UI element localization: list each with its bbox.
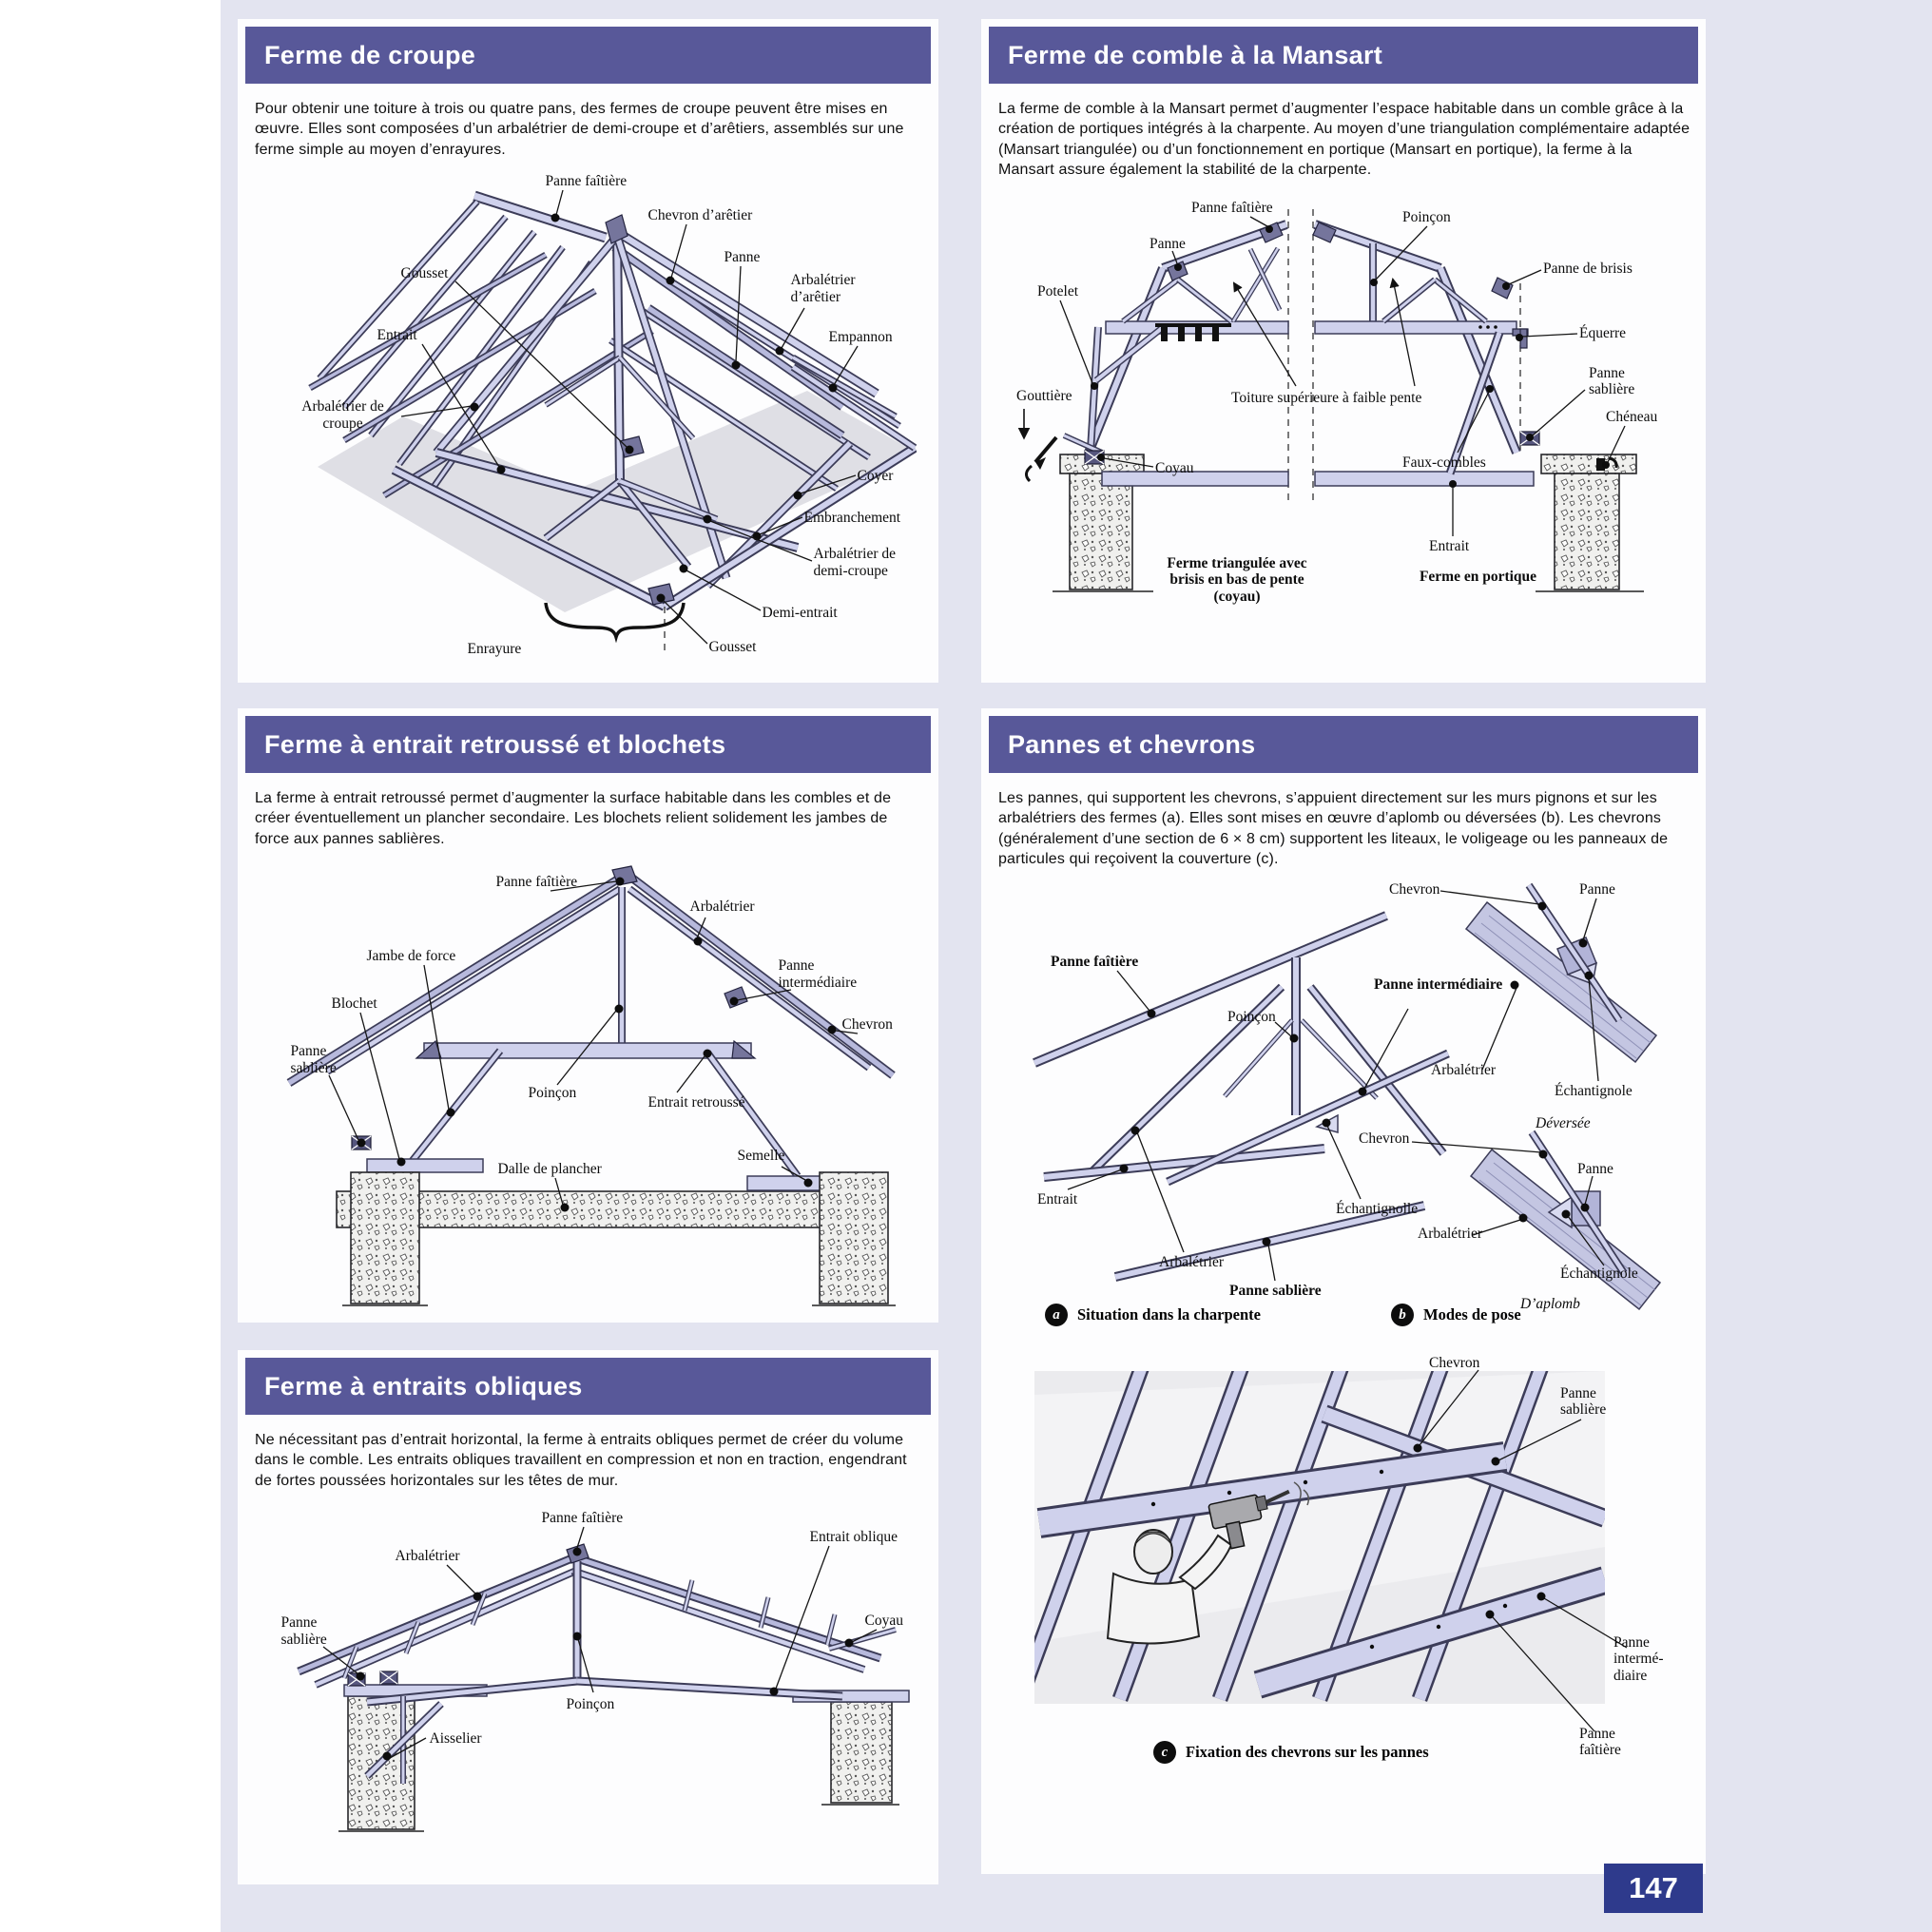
diagram-label: Dalle de plancher (497, 1161, 602, 1178)
diagram-label: Panne faîtière (541, 1510, 624, 1527)
fixation-illustration (1011, 1354, 1676, 1781)
diagram-label: Entrait oblique (809, 1529, 898, 1546)
panel-intro: La ferme à entrait retroussé permet d’augmenter la surface habitable dans les combles et de créer éventuellement un plancher secondaire. Les blochets relient solidement les jambes de force aux pannes sablières. (255, 790, 892, 847)
caption-badge-a: a (1045, 1304, 1068, 1326)
panel-entrait-retrousse (238, 708, 938, 1323)
panel-title: Ferme à entraits obliques (245, 1358, 931, 1415)
diagram-label: Faux-combles (1402, 454, 1486, 471)
daplomb-closeup (1471, 1132, 1660, 1309)
pannes-schema-diagram (1011, 878, 1676, 1332)
mansart-diagram (1011, 188, 1676, 616)
diagram-label: Poinçon (528, 1085, 577, 1102)
beam-group (1064, 224, 1534, 486)
diagram-label: Arbalétrier d’arêtier (790, 272, 856, 305)
panne-de-brisis-section (1492, 278, 1513, 299)
page-background (221, 0, 1932, 1932)
caption-badge-b: b (1391, 1304, 1414, 1326)
pannes-photo-diagram (1011, 1354, 1676, 1781)
diagram-label: Entrait (1429, 537, 1470, 554)
diagram-label: Déversée (1536, 1114, 1591, 1131)
diagram-label: Chevron (841, 1016, 893, 1034)
diagram-label: Panne sablière (1589, 364, 1635, 398)
diagram-label: Coyau (1155, 459, 1194, 476)
page-number: 147 (1604, 1864, 1703, 1913)
deversee-closeup (1466, 885, 1656, 1062)
diagram-label: Potelet (1037, 282, 1079, 299)
diagram-label: Arbalétrier (1431, 1061, 1496, 1078)
diagram-label: Panne (1579, 880, 1615, 898)
diagram-label: Arbalétrier (689, 898, 755, 916)
diagram-label: Empannon (828, 329, 893, 346)
diagram-label: Coyau (864, 1613, 903, 1630)
panel-intro: La ferme de comble à la Mansart permet d’augmenter l’espace habitable dans un comble grâce à la création de portiques intégrés à la charpente. Au moyen d’une triangulation complémentaire adaptée (Mansart triangulée) ou d’un fonctionnement en portique (Mansart en portique), la ferme à la Mansart assure également la stabilité de la charpente. (998, 101, 1690, 179)
diagram-label: Échantignole (1560, 1265, 1638, 1282)
caption-badge-c: c (1153, 1741, 1176, 1764)
obliques-diagram (261, 1498, 917, 1852)
diagram-label: Jambe de force (366, 948, 456, 965)
diagram-label: Arbalétrier de demi-croupe (813, 546, 896, 579)
panel-intro: Ne nécessitant pas d’entrait horizontal, la ferme à entraits obliques permet de créer du volume dans le comble. Les entraits obliques travaillent en compression et non en traction, engendrant de fortes poussées horizontales sur les têtes de mur. (255, 1432, 907, 1489)
panel-intro: Les pannes, qui supportent les chevrons, s’appuient directement sur les murs pignons et sur les arbalétriers des fermes (a). Elles sont mises en œuvre d’aplomb ou déversées (b). Les chevrons (généralement d’une section de 6 × 8 cm) supportent les liteaux, le voligeage ou les panneaux de particules qui reçoivent la couverture (c). (998, 790, 1669, 868)
diagram-label: Panne sablière (1229, 1282, 1322, 1299)
diagram-label: Arbalétrier (395, 1548, 460, 1565)
diagram-label: Entrait retroussé (647, 1094, 745, 1111)
diagram-label: Blochet (331, 995, 377, 1013)
diagram-label: Panne intermédiaire (1374, 976, 1503, 993)
diagram-label: Chéneau (1606, 408, 1658, 425)
diagram-label: Coyer (857, 468, 894, 485)
diagram-label: Poinçon (1227, 1008, 1276, 1025)
diagram-label: Panne de brisis (1543, 260, 1633, 277)
diagram-label: Chevron (1389, 880, 1440, 898)
diagram-label: Enrayure (467, 641, 522, 658)
obliques-truss-drawing (261, 1498, 917, 1852)
masonry-piers (338, 1696, 899, 1831)
diagram-label: Entrait (1037, 1190, 1078, 1208)
diagram-label: Poinçon (566, 1696, 615, 1713)
diagram-label: Panne sablière (280, 1614, 327, 1648)
diagram-caption: Ferme en portique (1419, 568, 1537, 585)
panel-title: Ferme à entrait retroussé et blochets (245, 716, 931, 773)
diagram-label: Panne faîtière (1191, 199, 1273, 216)
diagram-label: Échantignole (1555, 1082, 1633, 1099)
diagram-label: Toiture supérieure à faible pente (1231, 389, 1422, 406)
diagram-label: Panne faîtière (545, 173, 628, 190)
caption-c: Fixation des chevrons sur les pannes (1186, 1742, 1429, 1761)
diagram-label: Panne (724, 249, 761, 266)
retrousse-truss-drawing (261, 857, 917, 1311)
diagram-label: Panne intermédiaire (778, 957, 858, 991)
diagram-caption: Ferme triangulée avec brisis en bas de pente (coyau) (1167, 554, 1307, 605)
diagram-label: Panne faîtière (1051, 953, 1139, 970)
diagram-label: Panne (1577, 1160, 1613, 1177)
diagram-label: Chevron (1429, 1354, 1480, 1371)
croupe-diagram (261, 167, 917, 664)
diagram-label: Panne faîtière (495, 874, 578, 891)
leader-lines (1060, 217, 1625, 536)
diagram-label: Gousset (708, 639, 757, 656)
diagram-label: Chevron (1359, 1130, 1410, 1147)
diagram-label: Échantignolle (1336, 1200, 1419, 1217)
diagram-label: Gousset (400, 265, 449, 282)
beam-group (289, 874, 893, 1190)
diagram-label: Demi-entrait (762, 605, 838, 622)
diagram-label: Gouttière (1016, 387, 1072, 404)
diagram-label: Entrait (377, 327, 417, 344)
retrousse-diagram (261, 857, 917, 1311)
diagram-label: Panne sablière (290, 1043, 337, 1076)
diagram-label: Semelle (737, 1148, 785, 1165)
masonry-pier-right (1536, 454, 1644, 591)
diagram-label: Aisselier (429, 1730, 482, 1748)
panel-title: Ferme de croupe (245, 27, 931, 84)
sabliere-sections (348, 1671, 397, 1686)
diagram-label: Poinçon (1402, 208, 1451, 225)
diagram-label: Arbalétrier (1418, 1225, 1482, 1242)
diagram-label: Chevron d’arêtier (647, 207, 753, 224)
caption-a: Situation dans la charpente (1077, 1304, 1261, 1323)
panel-mansart (981, 19, 1706, 683)
panel-intro: Pour obtenir une toiture à trois ou quatre pans, des fermes de croupe peuvent être mises en œuvre. Elles sont composées d’un arbalétrier de demi-croupe et d’arêtiers, assemblés sur une ferme simple au moyen d’enrayures. (255, 101, 904, 158)
panel-title: Pannes et chevrons (989, 716, 1698, 773)
panel-ferme-de-croupe (238, 19, 938, 683)
diagram-label: Embranchement (803, 510, 901, 527)
panel-entraits-obliques (238, 1350, 938, 1884)
diagram-label: Équerre (1579, 324, 1627, 341)
diagram-label: D’aplomb (1520, 1295, 1580, 1312)
diagram-label: Arbalétrier (1159, 1253, 1224, 1270)
pannes-schema-drawing (1011, 878, 1676, 1332)
diagram-label: Panne (1150, 235, 1186, 252)
diagram-label: Panne intermé-diaire (1613, 1633, 1664, 1684)
panel-title: Ferme de comble à la Mansart (989, 27, 1698, 84)
gouttiere-shape (1024, 409, 1056, 481)
panel-pannes-et-chevrons (981, 708, 1706, 1874)
caption-b: Modes de pose (1423, 1304, 1521, 1323)
diagram-label: Arbalétrier de croupe (301, 398, 384, 432)
beam-group (299, 1557, 909, 1784)
diagram-label: Panne faîtière (1579, 1725, 1621, 1759)
diagram-label: Panne sablière (1560, 1384, 1607, 1419)
